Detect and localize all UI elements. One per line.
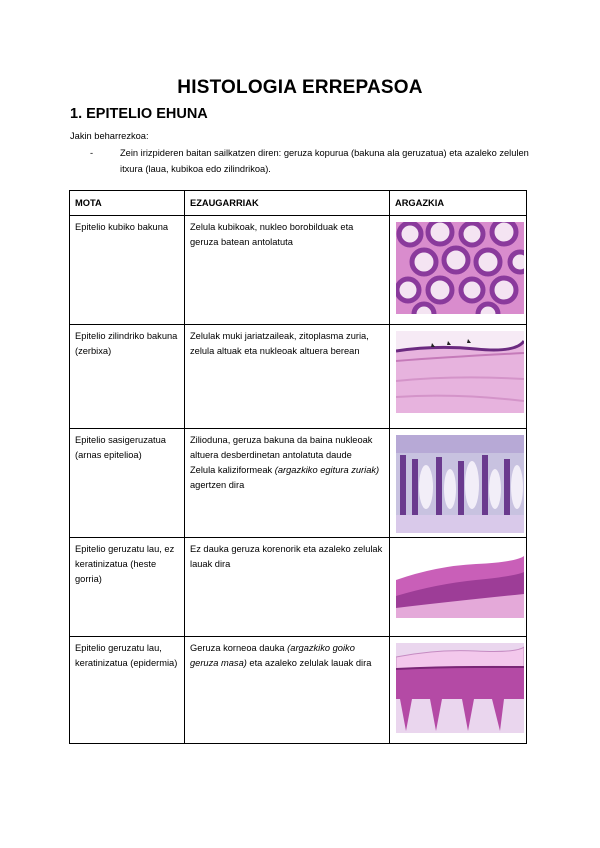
header-argazkia: ARGAZKIA xyxy=(390,191,527,216)
table-row xyxy=(70,429,527,538)
cell-ezaugarriak: Zelulak muki jariatzaileak, zitoplasma zuria, zelula altuak eta nukleoak altuera berean xyxy=(185,325,390,429)
cell-ezaugarriak xyxy=(185,429,390,538)
table-row xyxy=(70,538,527,637)
micrograph-pseudostratified xyxy=(396,435,524,533)
cell-ezaugarriak xyxy=(185,637,390,744)
micrograph-stratified-nonkeratinized xyxy=(396,544,524,618)
feature-text-end: eta azaleko zelulak lauak dira xyxy=(246,658,372,668)
cell-mota: Epitelio geruzatu lau, keratinizatua (epidermia) xyxy=(70,637,185,744)
table-row xyxy=(70,637,527,744)
feature-text-italic: (argazkiko goiko geruza masa) xyxy=(190,643,355,668)
cell-ezaugarriak: Ez dauka geruza korenorik eta azaleko zelulak lauak dira xyxy=(185,538,390,637)
header-ezaugarriak: EZAUGARRIAK xyxy=(185,191,390,216)
cell-ezaugarriak: Zelula kubikoak, nukleo borobilduak eta geruza batean antolatuta xyxy=(185,216,390,325)
bullet-dash: - xyxy=(90,148,94,158)
page-title: HISTOLOGIA ERREPASOA xyxy=(177,77,423,98)
cell-mota: Epitelio sasigeruzatua (arnas epitelioa) xyxy=(70,429,185,538)
cell-argazkia xyxy=(390,325,527,429)
feature-text: Zilioduna, geruza bakuna da baina nukleoak altuera desberdinetan antolatuta daude xyxy=(190,435,373,460)
section-heading: 1. EPITELIO EHUNA xyxy=(70,106,208,122)
epithelium-table xyxy=(69,190,527,744)
micrograph-columnar xyxy=(396,331,524,413)
bullet-text: Zein irizpideren baitan sailkatzen diren: geruza kopurua (bakuna ala geruzatua) eta azaleko zelulen itxura (laua, kubikoa edo zilindrikoa). xyxy=(120,148,529,174)
intro-text: Jakin beharrezkoa: xyxy=(70,131,149,141)
micrograph-cuboidal xyxy=(396,222,524,314)
cell-argazkia xyxy=(390,538,527,637)
header-mota: MOTA xyxy=(70,191,185,216)
feature-text-2-end: agertzen dira xyxy=(190,480,245,490)
feature-text: Geruza korneoa dauka xyxy=(190,643,288,653)
table-header-row xyxy=(70,191,527,216)
cell-argazkia xyxy=(390,637,527,744)
feature-text-2: Zelula kaliziformeak xyxy=(190,465,275,475)
cell-mota: Epitelio zilindriko bakuna (zerbixa) xyxy=(70,325,185,429)
cell-argazkia xyxy=(390,216,527,325)
micrograph-stratified-keratinized xyxy=(396,643,524,733)
table-row xyxy=(70,325,527,429)
cell-mota: Epitelio kubiko bakuna xyxy=(70,216,185,325)
table-row xyxy=(70,216,527,325)
cell-mota: Epitelio geruzatu lau, ez keratinizatua (heste gorria) xyxy=(70,538,185,637)
feature-text-2-italic: (argazkiko egitura zuriak) xyxy=(274,465,380,475)
cell-argazkia xyxy=(390,429,527,538)
